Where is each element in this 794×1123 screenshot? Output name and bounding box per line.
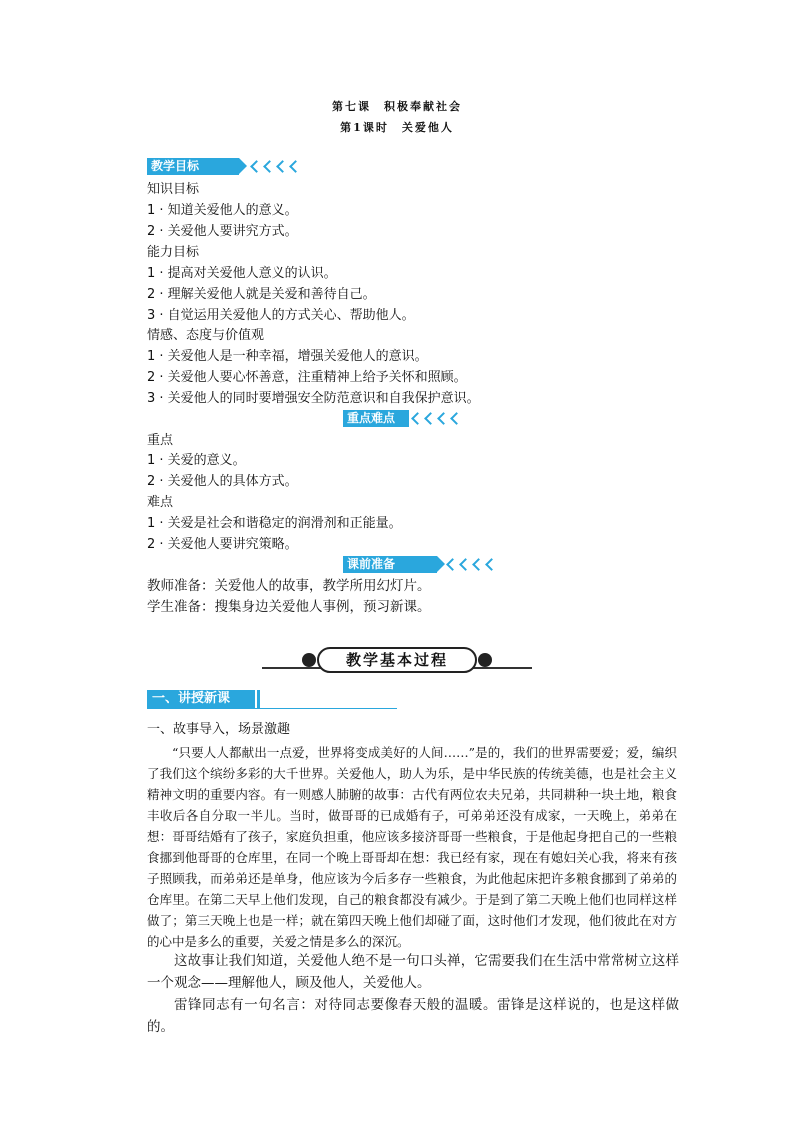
ribbon-arrow-icon [239, 158, 247, 174]
section-label-goals: 教学目标 [151, 159, 200, 173]
emotion-title: 情感、态度与价值观 [147, 328, 265, 343]
ribbon-arrow-icon [437, 556, 445, 572]
emotion-item: 3 · 关爱他人的同时要增强安全防范意识和自我保护意识。 [147, 391, 480, 406]
paragraph-3: 雷锋同志有一句名言：对待同志要像春天般的温暖。雷锋是这样说的，也是这样做的。 [147, 997, 679, 1035]
emotion-item: 1 · 关爱他人是一种幸福，增强关爱他人的意识。 [147, 349, 428, 364]
chevrons-left-icon [252, 158, 304, 175]
process-banner [262, 645, 532, 675]
teacher-prep: 教师准备：关爱他人的故事，教学所用幻灯片。 [147, 578, 431, 594]
lesson-title: 第七课 积极奉献社会 [332, 100, 462, 113]
lesson-subtitle: 第1课时 关爱他人 [340, 121, 454, 134]
section-header-key [343, 410, 409, 427]
ability-title: 能力目标 [147, 245, 200, 260]
body-paragraphs [147, 950, 679, 1038]
banner-title: 教学基本过程 [317, 647, 477, 673]
focus-title: 重点 [147, 433, 174, 448]
focus-item: 2 · 关爱他人的具体方式。 [147, 474, 298, 489]
part-header [147, 690, 255, 708]
ability-item: 2 · 理解关爱他人就是关爱和善待自己。 [147, 287, 376, 302]
chevrons-left-icon [448, 556, 500, 573]
difficulty-item: 2 · 关爱他人要讲究策略。 [147, 537, 298, 552]
ability-item: 1 · 提高对关爱他人意义的认识。 [147, 266, 337, 281]
section-label-key: 重点难点 [347, 411, 396, 425]
banner-dot-icon [478, 653, 492, 667]
difficulty-title: 难点 [147, 495, 174, 510]
difficulty-item: 1 · 关爱是社会和谐稳定的润滑剂和正能量。 [147, 516, 402, 531]
story-text: “只要人人都献出一点爱，世界将变成美好的人间……”是的，我们的世界需要爱；爱，编织了我们这个缤纷多彩的大千世界。关爱他人，助人为乐，是中华民族的传统美德，也是社会主义精神文明的重要内容。有一则感人肺腑的故事：古代有两位农夫兄弟，共同耕种一块土地，粮食丰收后各自分取一半儿。当时，做哥哥的已成婚有子，可弟弟还没有成家，一天晚上，弟弟在想：哥哥结婚有了孩子，家庭负担重，他应该多接济哥哥一些粮食，于是他起身把自己的一些粮食挪到他哥哥的仓库里，在同一个晚上哥哥却在想：我已经有家，现在有媳妇关心我，将来有孩子照顾我，而弟弟还是单身，他应该为今后多存一些粮食，为此他起床把许多粮食挪到了弟弟的仓库里。在第二天早上他们发现，自己的粮食都没有减少。于是到了第二天晚上他们也同样这样做了；第三天晚上也是一样；就在第四天晚上他们却碰了面，这时他们才发现，他们彼此在对方的心中是多么的重要，关爱之情是多么的深沉。 [147, 745, 677, 949]
knowledge-item: 2 · 关爱他人要讲究方式。 [147, 224, 298, 239]
chevrons-left-icon [413, 410, 465, 427]
story-paragraph [147, 742, 677, 952]
ability-item: 3 · 自觉运用关爱他人的方式关心、帮助他人。 [147, 308, 415, 323]
knowledge-title: 知识目标 [147, 182, 200, 197]
student-prep: 学生准备：搜集身边关爱他人事例，预习新课。 [147, 599, 431, 615]
section-label-prep: 课前准备 [347, 557, 396, 571]
part-label: 一、讲授新课 [152, 691, 231, 706]
paragraph-2: 这故事让我们知道，关爱他人绝不是一句口头禅，它需要我们在生活中常常树立这样一个观念——理解他人，顾及他人，关爱他人。 [147, 953, 679, 991]
focus-item: 1 · 关爱的意义。 [147, 453, 246, 468]
part-rule [147, 708, 397, 709]
section-header-goals [147, 158, 239, 175]
emotion-item: 2 · 关爱他人要心怀善意，注重精神上给予关怀和照顾。 [147, 370, 467, 385]
part-header-bar [257, 690, 260, 708]
banner-dot-icon [302, 653, 316, 667]
knowledge-item: 1 · 知道关爱他人的意义。 [147, 203, 298, 218]
step-title: 一、故事导入，场景激趣 [147, 722, 291, 737]
section-header-prep [343, 556, 437, 573]
